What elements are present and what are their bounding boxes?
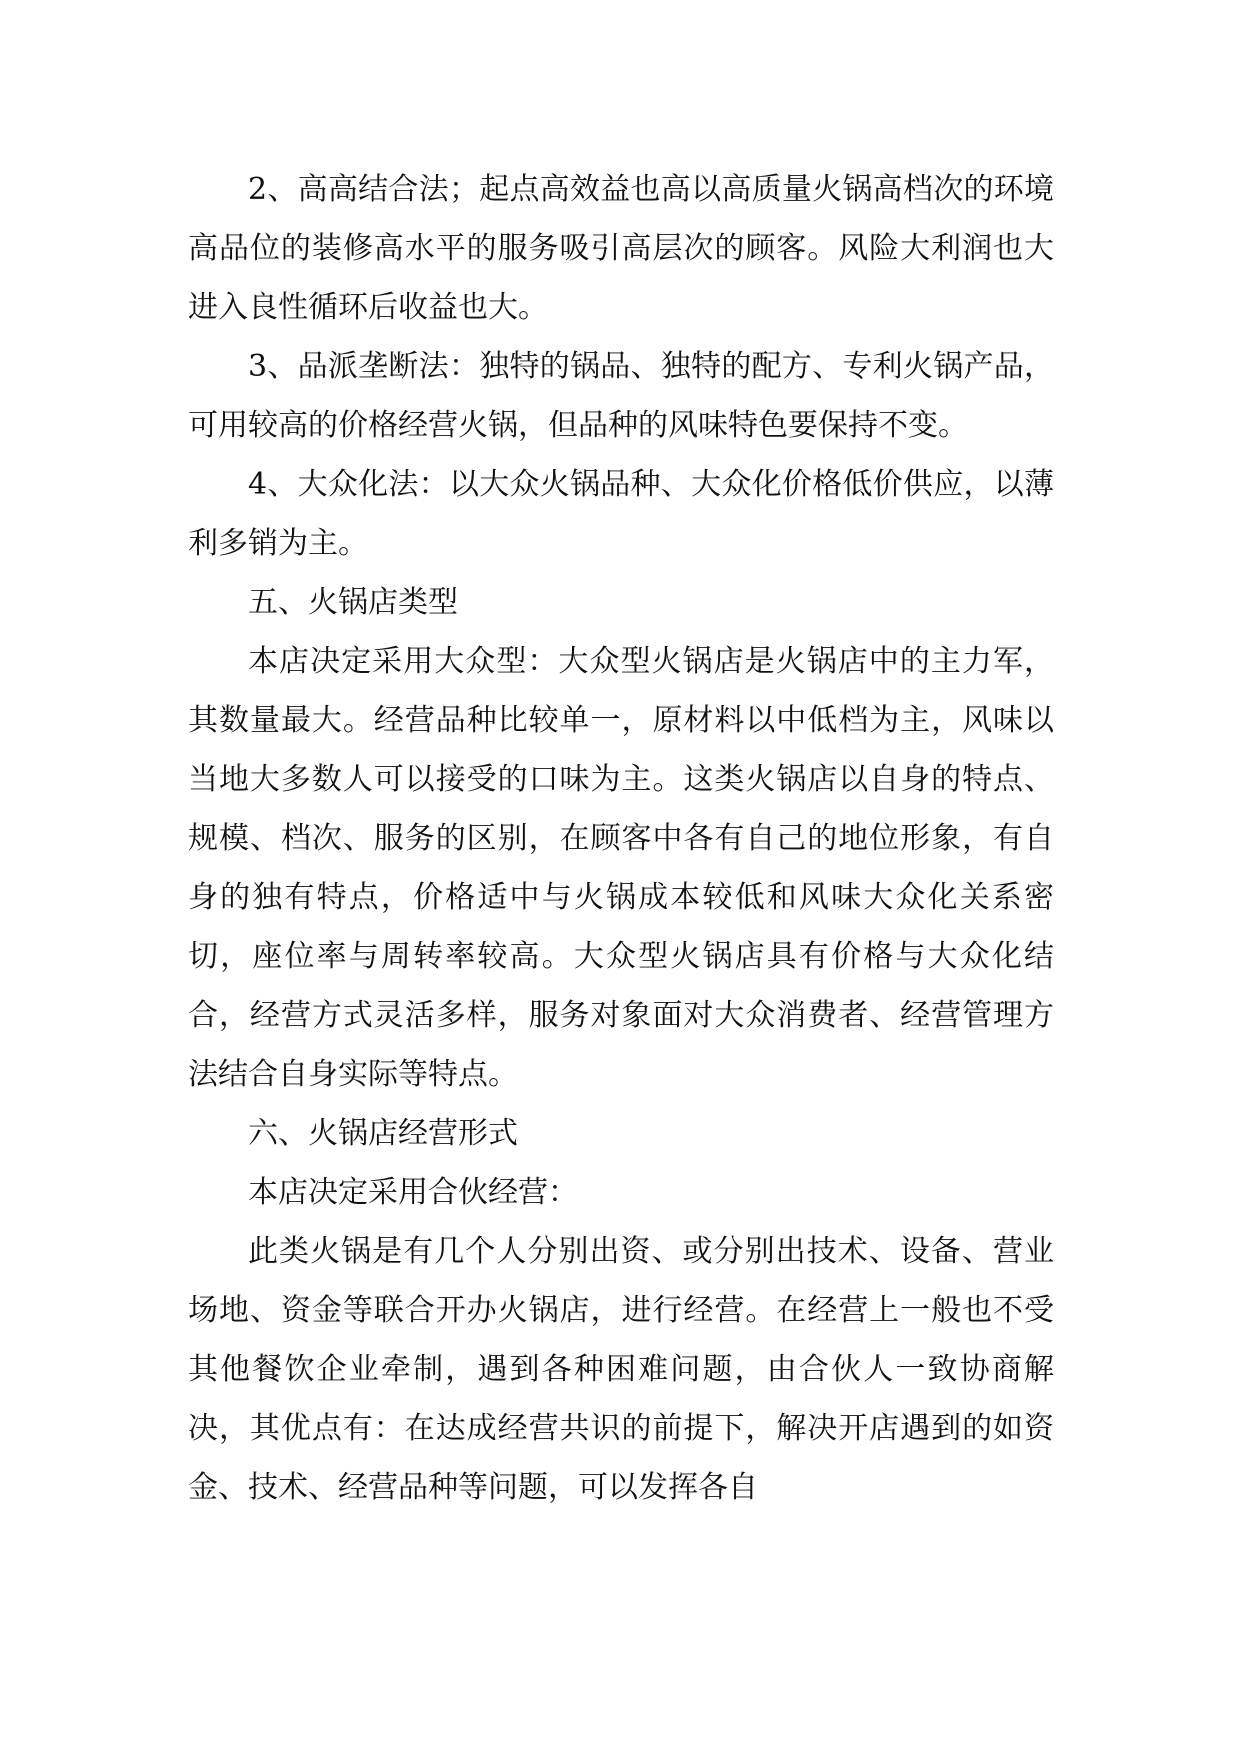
paragraph-pricing-method-3: 3、品派垄断法：独特的锅品、独特的配方、专利火锅产品，可用较高的价格经营火锅，但品种的风味特色要保持不变。 <box>188 349 1054 443</box>
paragraph-store-type: 本店决定采用大众型：大众型火锅店是火锅店中的主力军，其数量最大。经营品种比较单一，原材料以中低档为主，风味以当地大多数人可以接受的口味为主。这类火锅店以自身的特点、规模、档次、服务的区别，在顾客中各有自己的地位形象，有自身的独有特点，价格适中与火锅成本较低和风味大众化关系密切，座位率与周转率较高。大众型火锅店具有价格与大众化结合，经营方式灵活多样，服务对象面对大众消费者、经营管理方法结合自身实际等特点。 <box>188 644 1054 1092</box>
paragraph-partnership-detail: 此类火锅是有几个人分别出资、或分别出技术、设备、营业场地、资金等联合开办火锅店，进行经营。在经营上一般也不受其他餐饮企业牵制，遇到各种困难问题，由合伙人一致协商解决，其优点有：在达成经营共识的前提下，解决开店遇到的如资金、技术、经营品种等问题，可以发挥各自 <box>188 1234 1054 1505</box>
section-heading-business-form: 六、火锅店经营形式 <box>248 1116 518 1151</box>
paragraph-pricing-method-4: 4、大众化法：以大众火锅品种、大众化价格低价供应，以薄利多销为主。 <box>188 467 1054 561</box>
paragraph-pricing-method-2: 2、高高结合法；起点高效益也高以高质量火锅高档次的环境高品位的装修高水平的服务吸引高层次的顾客。风险大利润也大进入良性循环后收益也大。 <box>188 172 1054 325</box>
paragraph-business-form-intro: 本店决定采用合伙经营： <box>248 1175 578 1210</box>
document-body <box>188 160 1054 1517</box>
section-heading-store-type: 五、火锅店类型 <box>248 585 458 620</box>
